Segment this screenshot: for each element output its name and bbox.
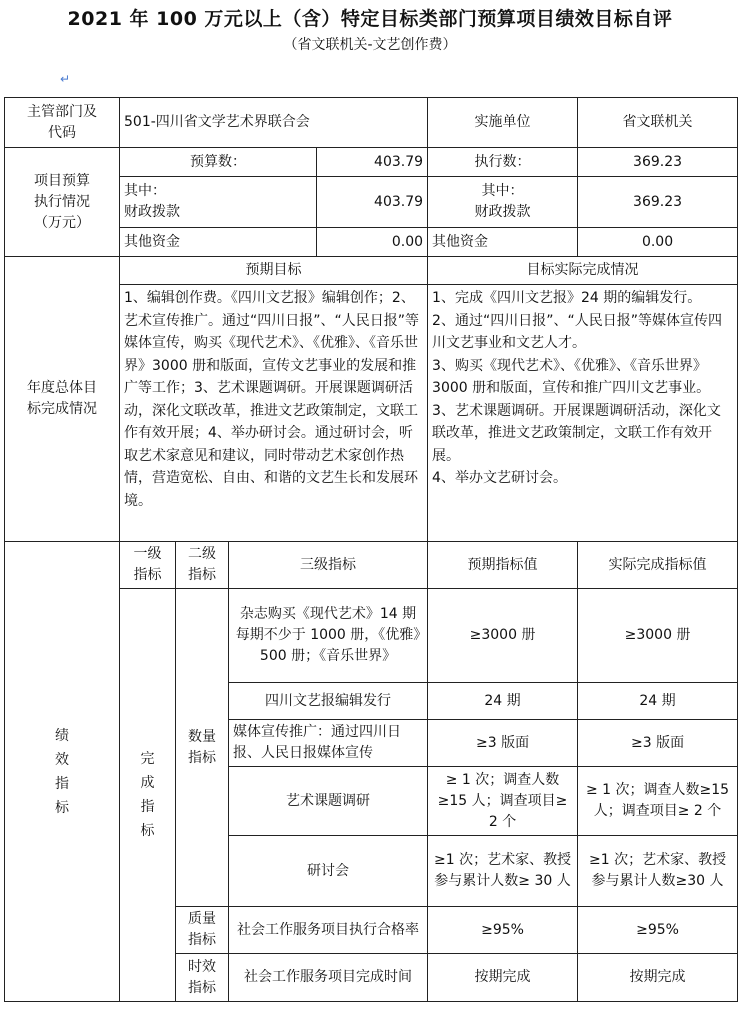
indicator-expected-3: ≥3 版面 xyxy=(428,720,578,767)
actual-goal-text: 1、完成《四川文艺报》24 期的编辑发行。 2、通过“四川日报”、“人民日报”等媒体宣传四川文艺事业和文艺人才。 3、购买《现代艺术》、《优雅》、《音乐世界》3000 册和版面，宣传和推广四川文艺事业。 3、艺术课题调研。开展课题调研活动，深化文联改革，推进文艺政策制定，文联工作有效开展。 4、举办文艺研讨会。 xyxy=(428,285,738,542)
col-actual-header: 实际完成指标值 xyxy=(578,542,738,589)
exec-label: 执行数： xyxy=(428,148,578,177)
impl-unit-value: 省文联机关 xyxy=(578,98,738,148)
dept-label: 主管部门及 代码 xyxy=(5,98,120,148)
other-funds-label-left: 其他资金 xyxy=(120,228,317,257)
budget-label: 预算数： xyxy=(120,148,317,177)
indicator-actual-6: ≥95% xyxy=(578,907,738,954)
indicator-name-1: 杂志购买《现代艺术》14 期每期不少于 1000 册，《优雅》500 册；《音乐世界》 xyxy=(229,589,428,683)
fiscal-label-right: 其中： 财政拨款 xyxy=(428,177,578,228)
other-funds-label-right: 其他资金 xyxy=(428,228,578,257)
level1-complete-label: 完 成 指 标 xyxy=(120,589,176,1002)
expected-goal-text: 1、编辑创作费。《四川文艺报》编辑创作；2、艺术宣传推广。通过“四川日报”、“人民日报”等媒体宣传，购买《现代艺术》、《优雅》、《音乐世界》3000 册和版面，宣传文艺事业的发展和推广等工作；3、艺术课题调研。开展课题调研活动，深化文联改革，推进文艺政策制定，文联工作有效开展；4、举办研讨会。通过研讨会，听取艺术家意见和建议，同时带动艺术家创作热情，营造宽松、自由、和谐的文艺生长和发展环境。 xyxy=(120,285,428,542)
indicator-expected-4: ≥ 1 次；调查人数≥15 人；调查项目≥ 2 个 xyxy=(428,767,578,836)
document-subtitle: （省文联机关-文艺创作费） xyxy=(283,37,457,53)
indicator-actual-2: 24 期 xyxy=(578,683,738,720)
indicator-name-2: 四川文艺报编辑发行 xyxy=(229,683,428,720)
indicator-name-4: 艺术课题调研 xyxy=(229,767,428,836)
indicators-section-label: 绩 效 指 标 xyxy=(5,542,120,1002)
fiscal-label-left: 其中： 财政拨款 xyxy=(120,177,317,228)
col-level3-header: 三级指标 xyxy=(229,542,428,589)
exec-value: 369.23 xyxy=(578,148,738,177)
col-expected-header: 预期指标值 xyxy=(428,542,578,589)
quantity-indicator-label: 数量 指标 xyxy=(176,589,229,907)
indicator-actual-1: ≥3000 册 xyxy=(578,589,738,683)
fiscal-exec-value: 369.23 xyxy=(578,177,738,228)
indicator-name-3: 媒体宣传推广：通过四川日报、人民日报媒体宣传 xyxy=(229,720,428,767)
indicator-actual-3: ≥3 版面 xyxy=(578,720,738,767)
indicator-expected-2: 24 期 xyxy=(428,683,578,720)
indicator-expected-7: 按期完成 xyxy=(428,954,578,1002)
indicator-name-7: 社会工作服务项目完成时间 xyxy=(229,954,428,1002)
expected-goal-header: 预期目标 xyxy=(120,257,428,285)
goals-section-label: 年度总体目 标完成情况 xyxy=(5,257,120,542)
indicator-actual-5: ≥1 次；艺术家、教授参与累计人数≥30 人 xyxy=(578,836,738,907)
evaluation-table xyxy=(4,97,738,1002)
timeliness-indicator-label: 时效 指标 xyxy=(176,954,229,1002)
indicator-expected-6: ≥95% xyxy=(428,907,578,954)
col-level2-header: 二级 指标 xyxy=(176,542,229,589)
indicator-actual-7: 按期完成 xyxy=(578,954,738,1002)
dept-value: 501-四川省文学艺术界联合会 xyxy=(120,98,428,148)
indicator-name-5: 研讨会 xyxy=(229,836,428,907)
document-title: 2021 年 100 万元以上（含）特定目标类部门预算项目绩效目标自评 xyxy=(67,8,673,30)
other-funds-exec: 0.00 xyxy=(578,228,738,257)
budget-section-label: 项目预算 执行情况 （万元） xyxy=(5,148,120,257)
budget-value: 403.79 xyxy=(317,148,428,177)
quality-indicator-label: 质量 指标 xyxy=(176,907,229,954)
indicator-name-6: 社会工作服务项目执行合格率 xyxy=(229,907,428,954)
indicator-expected-5: ≥1 次；艺术家、教授参与累计人数≥ 30 人 xyxy=(428,836,578,907)
fiscal-budget-value: 403.79 xyxy=(317,177,428,228)
actual-goal-header: 目标实际完成情况 xyxy=(428,257,738,285)
impl-unit-label: 实施单位 xyxy=(428,98,578,148)
indicator-actual-4: ≥ 1 次；调查人数≥15 人；调查项目≥ 2 个 xyxy=(578,767,738,836)
col-level1-header: 一级 指标 xyxy=(120,542,176,589)
indicator-expected-1: ≥3000 册 xyxy=(428,589,578,683)
paragraph-mark-icon: ↵ xyxy=(60,72,71,86)
other-funds-budget: 0.00 xyxy=(317,228,428,257)
